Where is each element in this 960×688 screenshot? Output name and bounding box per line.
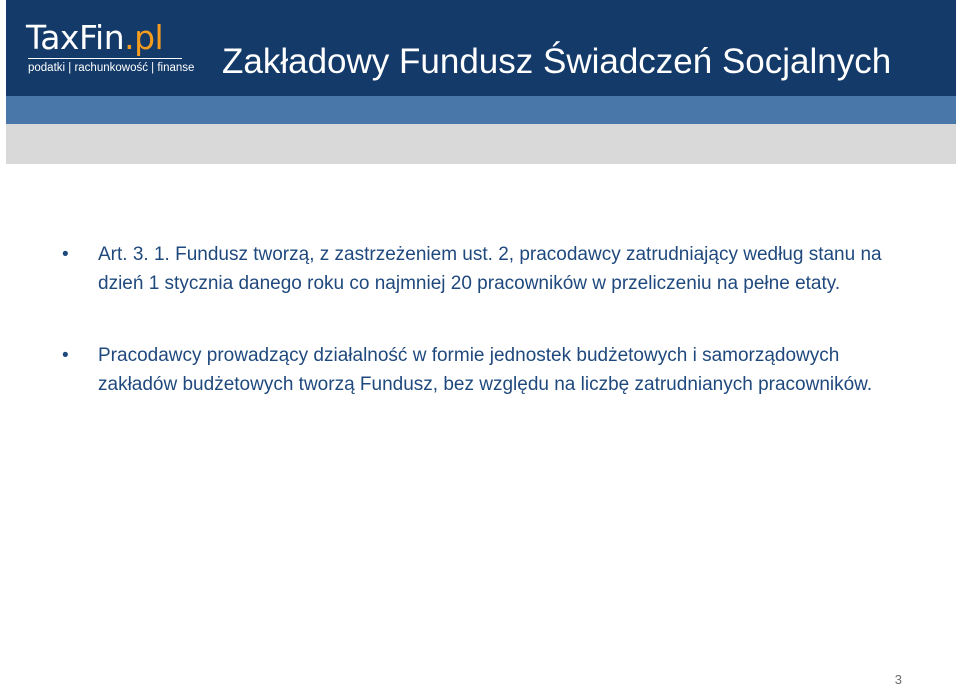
- bullet-text: Pracodawcy prowadzący działalność w formie jednostek budżetowych i samorządowych zakładów budżetowych tworzą Fundusz, bez względu na liczbę zatrudnianych pracowników.: [98, 345, 873, 395]
- logo-divider: [28, 58, 182, 59]
- bullet-text: Art. 3. 1. Fundusz tworzą, z zastrzeżeniem ust. 2, pracodawcy zatrudniający według stanu na dzień 1 stycznia danego roku co najmniej 20 pracowników w przeliczeniu na pełne etaty.: [98, 244, 882, 294]
- header-band-light: [6, 124, 956, 164]
- slide-title: Zakładowy Fundusz Świadczeń Socjalnych: [222, 42, 892, 81]
- logo-name-accent: .pl: [124, 18, 164, 57]
- bullet-list: [62, 240, 922, 399]
- bullet-marker-icon: •: [62, 244, 69, 265]
- bullet-item: [62, 240, 922, 298]
- logo-name-main: TaxFin: [26, 18, 125, 57]
- bullet-item: [62, 341, 922, 399]
- logo-name: [26, 18, 163, 58]
- logo: [26, 18, 196, 80]
- header-band-mid: [6, 96, 956, 124]
- logo-tagline: podatki | rachunkowość | finanse: [28, 62, 195, 74]
- bullet-marker-icon: •: [62, 345, 69, 366]
- page-number: 3: [894, 672, 902, 687]
